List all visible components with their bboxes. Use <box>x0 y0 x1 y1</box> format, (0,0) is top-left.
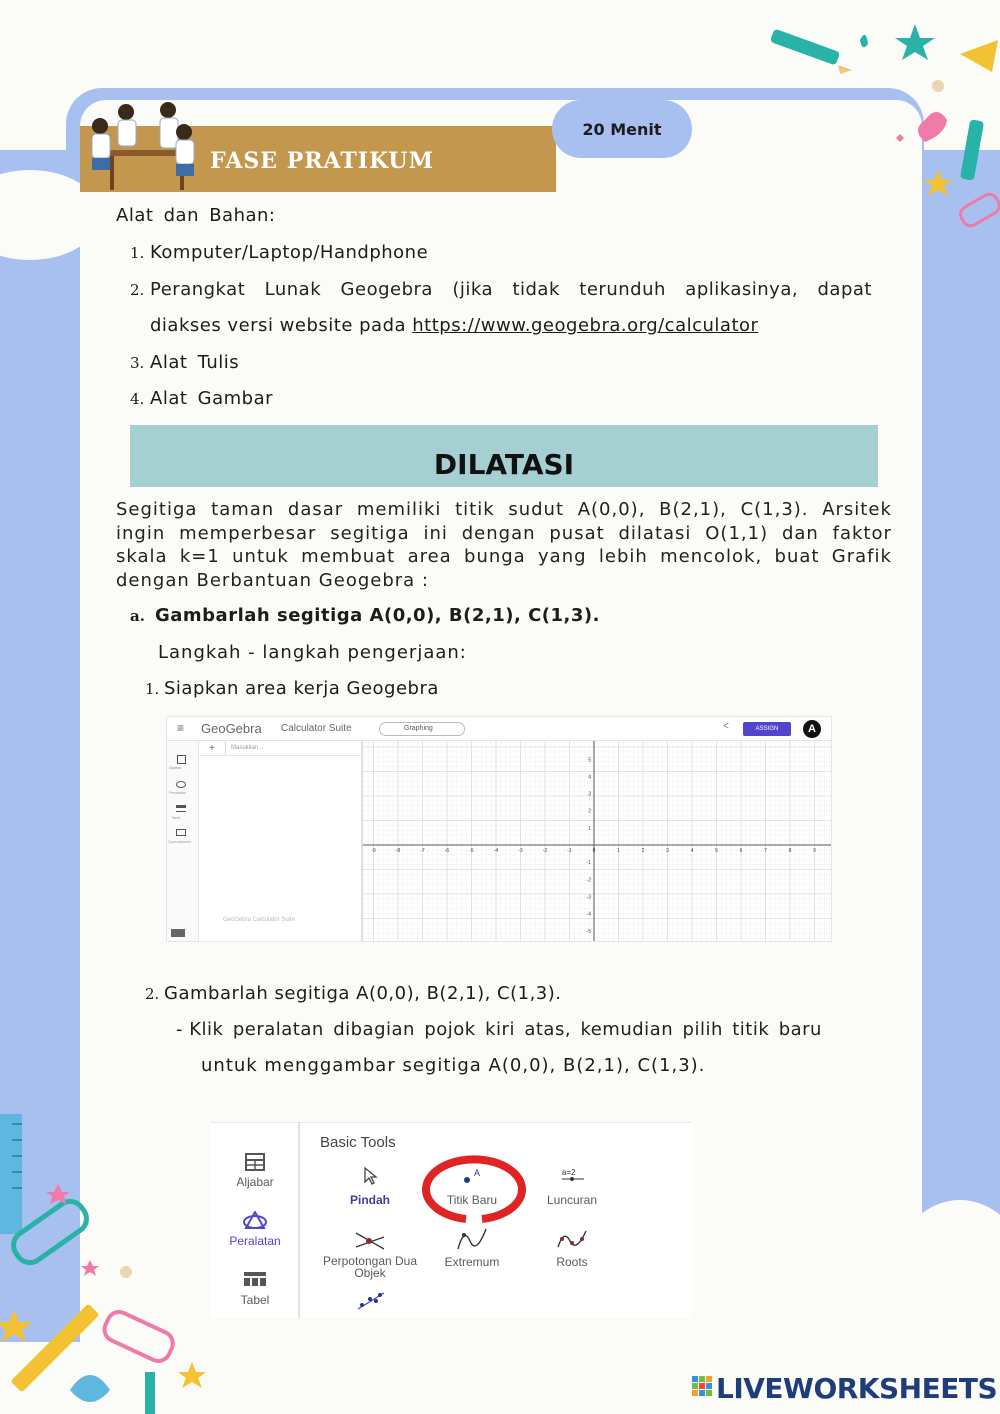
y-tick-label: -1 <box>586 860 591 867</box>
list-item: Komputer/Laptop/Handphone <box>150 242 429 263</box>
algebra-input[interactable]: Masukkan... <box>231 745 264 751</box>
tool-roots[interactable]: Roots <box>556 1255 588 1269</box>
sidebar-label: Aljabar <box>169 765 182 770</box>
x-tick-label: -7 <box>420 848 425 854</box>
liveworksheets-logo <box>692 1372 997 1405</box>
task-a-text: Gambarlah segitiga A(0,0), B(2,1), C(1,3). <box>155 605 600 626</box>
tool-titik-baru[interactable]: Titik Baru <box>446 1193 498 1207</box>
x-tick-label: -1 <box>567 848 572 854</box>
roots-icon[interactable] <box>556 1227 588 1253</box>
x-tick-label: 7 <box>764 848 767 854</box>
section-title: DILATASI <box>433 448 575 481</box>
geogebra-footer: GeoGebra Calculator Suite <box>223 917 296 923</box>
tools-sidebar <box>210 1123 300 1319</box>
liveworksheets-brand: LIVEWORKSHEETS <box>716 1372 998 1405</box>
tool-pindah[interactable]: Pindah <box>349 1193 390 1207</box>
list-item: Alat Tulis <box>150 352 240 373</box>
sidebar-label-active: Peralatan <box>229 1234 281 1248</box>
x-tick-label: 9 <box>813 848 816 854</box>
x-tick-label: -4 <box>493 848 499 854</box>
students-illustration-icon <box>84 96 202 192</box>
stationery-decoration-icon <box>0 1100 230 1414</box>
table-icon[interactable] <box>176 805 186 812</box>
slider-icon-text: a=2 <box>562 1168 576 1177</box>
share-icon[interactable]: < <box>723 721 729 732</box>
task-label: a. <box>130 607 145 625</box>
problem-paragraph: Segitiga taman dasar memiliki titik sudut A(0,0), B(2,1), C(1,3). Arsitek ingin memperbesar segitiga ini dengan pusat dilatasi O(1,1) dan faktor skala k=1 untuk membuat area bunga yang lebih mencolok, buat Grafik dengan Berbantuan Geogebra : <box>116 499 892 591</box>
x-tick-label: 6 <box>739 848 743 854</box>
x-tick-label: -9 <box>371 848 376 854</box>
list-item: Alat Gambar <box>150 388 273 409</box>
step-1-text: Siapkan area kerja Geogebra <box>164 678 439 699</box>
step-number: 2. <box>145 985 160 1003</box>
y-tick-label: 3 <box>588 791 591 798</box>
list-number: 4. <box>130 390 145 408</box>
y-tick-label: 1 <box>588 825 591 832</box>
tool-luncuran[interactable]: Luncuran <box>546 1193 598 1207</box>
y-tick-label: 4 <box>588 774 591 781</box>
table-icon[interactable] <box>243 1271 267 1287</box>
list-item: Perangkat Lunak Geogebra (jika tidak terunduh aplikasinya, dapat <box>150 279 872 300</box>
add-icon[interactable]: + <box>209 743 215 754</box>
geogebra-tools-screenshot <box>210 1122 692 1318</box>
y-tick-label: -3 <box>586 894 591 901</box>
fit-line-icon[interactable] <box>356 1289 386 1313</box>
y-tick-label: -5 <box>586 928 591 935</box>
list-number: 2. <box>130 281 145 299</box>
step-2-detail: - Klik peralatan dibagian pojok kiri atas, kemudian pilih titik baru <box>176 1019 822 1040</box>
geogebra-link[interactable]: https://www.geogebra.org/calculator <box>412 315 759 336</box>
x-tick-label: -8 <box>395 848 401 854</box>
x-tick-label: -6 <box>444 848 450 854</box>
spreadsheet-icon[interactable] <box>176 829 186 836</box>
list-number: 1. <box>130 244 145 262</box>
x-tick-label: 5 <box>715 848 718 854</box>
phase-title: FASE PRATIKUM <box>210 148 434 174</box>
x-tick-label: 8 <box>788 848 792 854</box>
sidebar-label: Tabel <box>240 1293 270 1307</box>
geogebra-suite: Calculator Suite <box>281 723 352 734</box>
tool-extremum[interactable]: Extremum <box>444 1255 500 1269</box>
steps-heading: Langkah - langkah pengerjaan: <box>158 642 467 663</box>
x-tick-label: 4 <box>690 848 694 854</box>
y-tick-label: -4 <box>586 911 591 918</box>
tool-perpotongan[interactable]: Perpotongan Dua Objek <box>322 1254 418 1280</box>
step-2-text: Gambarlah segitiga A(0,0), B(2,1), C(1,3). <box>164 983 562 1004</box>
menu-icon[interactable]: ≡ <box>177 721 185 735</box>
highlight-circle <box>420 1153 526 1223</box>
tools-icon[interactable] <box>242 1211 268 1231</box>
step-number: 1. <box>145 680 160 698</box>
sidebar-label: Spreadsheet <box>168 839 191 844</box>
pointer-icon[interactable] <box>362 1167 378 1185</box>
extremum-icon[interactable] <box>456 1227 488 1253</box>
stationery-decoration-icon <box>760 10 1000 250</box>
geogebra-toolbar <box>167 717 832 741</box>
list-item-continuation: diakses versi website pada https://www.geogebra.org/calculator <box>150 315 759 336</box>
x-tick-label: 2 <box>641 848 645 854</box>
x-tick-label: 3 <box>666 848 669 854</box>
geogebra-screenshot <box>166 716 832 942</box>
geogebra-sidebar <box>167 741 199 942</box>
sidebar-label: Aljabar <box>236 1175 274 1189</box>
keyboard-icon[interactable] <box>171 929 185 937</box>
x-tick-label: -3 <box>518 848 523 854</box>
list-number: 3. <box>130 354 145 372</box>
calculator-icon[interactable] <box>245 1153 265 1171</box>
algebra-panel <box>199 741 363 942</box>
tools-heading: Basic Tools <box>320 1134 396 1151</box>
slider-icon[interactable] <box>560 1167 586 1185</box>
sidebar-label: Peralatan <box>169 790 187 795</box>
materials-heading: Alat dan Bahan: <box>116 205 276 226</box>
x-tick-label: -2 <box>542 848 548 854</box>
x-tick-label: 1 <box>617 848 620 854</box>
time-badge: 20 Menit <box>552 100 692 158</box>
y-tick-label: -2 <box>586 877 591 884</box>
x-tick-label: 0 <box>592 848 596 854</box>
x-tick-label: -5 <box>469 848 474 854</box>
assign-button[interactable]: ASSIGN <box>743 722 791 736</box>
avatar[interactable]: A <box>803 720 821 738</box>
geogebra-brand: GeoGebra <box>201 721 262 736</box>
sidebar-label: Tabel <box>171 815 181 820</box>
intersect-icon[interactable] <box>354 1229 386 1253</box>
graphing-canvas[interactable] <box>363 741 832 942</box>
liveworksheets-logo-icon <box>692 1376 712 1402</box>
y-tick-label: 2 <box>588 808 591 815</box>
tools-icon[interactable] <box>176 781 186 788</box>
calculator-icon[interactable] <box>177 755 186 764</box>
svg-text:A: A <box>474 1168 481 1178</box>
step-2-detail-continuation: untuk menggambar segitiga A(0,0), B(2,1), C(1,3). <box>201 1055 706 1076</box>
mode-dropdown[interactable]: Graphing <box>379 722 465 736</box>
y-tick-label: 5 <box>588 757 591 764</box>
